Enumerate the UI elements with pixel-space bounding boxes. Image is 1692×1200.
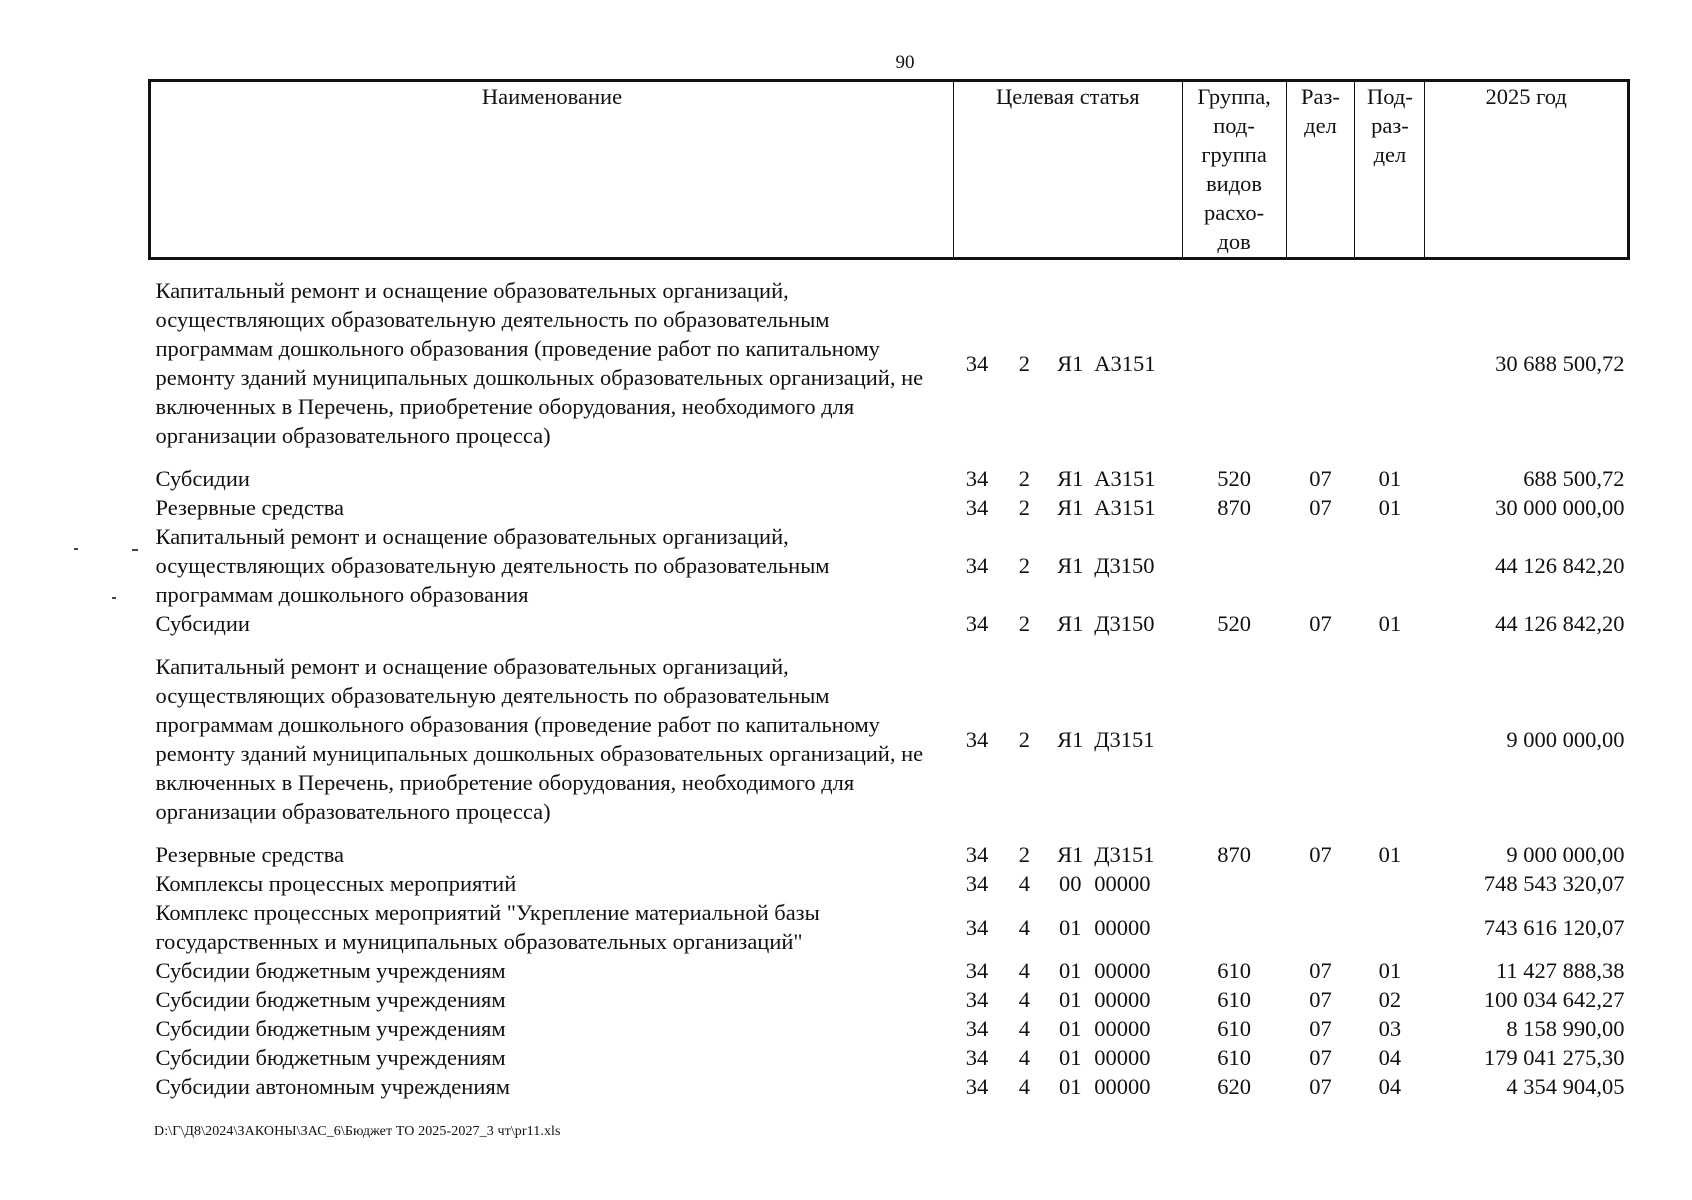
subsection: 01 <box>1378 958 1402 983</box>
expense-group: 520 <box>1217 611 1251 636</box>
expense-group: 620 <box>1217 1074 1251 1099</box>
table-row <box>150 985 1629 1014</box>
header-section: Раз- дел <box>1286 81 1355 259</box>
target-code-3: Я1 <box>1057 350 1084 376</box>
target-code-4: 00000 <box>1094 914 1151 940</box>
row-name: Комплекс процессных мероприятий "Укрепление материальной базы государственных и муниципальных образовательных организаций" <box>155 900 820 954</box>
amount-2025: 11 427 888,38 <box>1495 958 1625 983</box>
section <box>1286 869 1355 898</box>
target-code-4: А3151 <box>1094 350 1156 376</box>
target-code-2: 4 <box>1018 958 1030 983</box>
spacer-row <box>150 638 1629 652</box>
row-name: Резервные средства <box>155 495 345 520</box>
table-row <box>150 522 1629 609</box>
target-code-1: 34 <box>965 958 989 983</box>
target-code-3: Я1 <box>1057 842 1084 867</box>
row-name: Капитальный ремонт и оснащение образовательных организаций, осуществляющих образовательную деятельность по образовательным программам дошкольного образования <box>155 524 830 607</box>
table-row <box>150 1072 1629 1101</box>
subsection: 01 <box>1378 495 1402 520</box>
budget-table <box>148 79 1630 1101</box>
row-name: Субсидии <box>155 466 250 491</box>
amount-2025: 9 000 000,00 <box>1506 726 1625 752</box>
target-code-2: 2 <box>1018 350 1030 376</box>
target-code-2: 2 <box>1018 726 1030 752</box>
subsection: 03 <box>1378 1016 1402 1041</box>
row-name: Субсидии бюджетным учреждениям <box>155 958 506 983</box>
target-code-4: Д3151 <box>1094 842 1155 867</box>
target-code-1: 34 <box>965 495 989 520</box>
target-code-2: 2 <box>1018 553 1030 578</box>
target-code-4: Д3151 <box>1094 726 1155 752</box>
row-name: Субсидии бюджетным учреждениям <box>155 1045 506 1070</box>
amount-2025: 44 126 842,20 <box>1495 611 1625 636</box>
row-name: Комплексы процессных мероприятий <box>155 871 517 896</box>
expense-group: 610 <box>1217 1045 1251 1070</box>
scan-speck <box>132 549 138 551</box>
section: 07 <box>1309 1045 1332 1070</box>
expense-group <box>1182 652 1286 826</box>
amount-2025: 748 543 320,07 <box>1483 871 1625 896</box>
target-code-4: Д3150 <box>1094 553 1155 578</box>
section: 07 <box>1309 495 1332 520</box>
amount-2025: 100 034 642,27 <box>1483 987 1625 1012</box>
expense-group: 610 <box>1217 1016 1251 1041</box>
section: 07 <box>1309 842 1332 867</box>
target-code-3: 01 <box>1058 1016 1082 1041</box>
section <box>1286 898 1355 956</box>
header-year: 2025 год <box>1425 81 1629 259</box>
subsection: 01 <box>1378 842 1402 867</box>
section: 07 <box>1309 987 1332 1012</box>
section <box>1286 276 1355 450</box>
amount-2025: 9 000 000,00 <box>1506 842 1625 867</box>
target-code-4: 00000 <box>1094 1045 1151 1070</box>
table-row <box>150 1043 1629 1072</box>
header-name: Наименование <box>150 81 954 259</box>
target-code-1: 34 <box>965 987 989 1012</box>
target-code-2: 2 <box>1018 495 1030 520</box>
target-code-3: Я1 <box>1057 495 1084 520</box>
row-name: Резервные средства <box>155 842 345 867</box>
target-code-3: 01 <box>1058 1045 1082 1070</box>
target-code-4: Д3150 <box>1094 611 1155 636</box>
target-code-1: 34 <box>965 914 989 940</box>
spacer-row <box>150 259 1629 277</box>
table-row <box>150 840 1629 869</box>
target-code-1: 34 <box>965 466 989 491</box>
target-code-1: 34 <box>965 726 989 752</box>
target-code-2: 4 <box>1018 1045 1030 1070</box>
target-code-4: 00000 <box>1094 958 1151 983</box>
target-code-2: 2 <box>1018 466 1030 491</box>
header-target-article: Целевая статья <box>953 81 1182 259</box>
target-code-3: 00 <box>1058 871 1082 896</box>
row-name: Капитальный ремонт и оснащение образовательных организаций, осуществляющих образовательную деятельность по образовательным программам дошкольного образования (проведение работ по капитальному ремонту зданий муниципальных дошкольных образовательных организаций, не включенных в Перечень, приобретение оборудования, необходимого для организации образовательного процесса) <box>155 654 924 824</box>
target-code-1: 34 <box>965 553 989 578</box>
subsection: 01 <box>1378 611 1402 636</box>
target-code-3: 01 <box>1058 914 1082 940</box>
target-code-2: 4 <box>1018 871 1030 896</box>
expense-group <box>1182 522 1286 609</box>
table-row <box>150 464 1629 493</box>
amount-2025: 4 354 904,05 <box>1506 1074 1625 1099</box>
expense-group <box>1182 276 1286 450</box>
subsection <box>1355 869 1425 898</box>
target-code-3: 01 <box>1058 987 1082 1012</box>
subsection <box>1355 276 1425 450</box>
target-code-4: А3151 <box>1094 495 1156 520</box>
table-body <box>150 259 1629 1102</box>
scan-speck <box>112 597 116 599</box>
target-code-1: 34 <box>965 871 989 896</box>
expense-group <box>1182 869 1286 898</box>
expense-group <box>1182 898 1286 956</box>
expense-group: 870 <box>1217 495 1251 520</box>
target-code-1: 34 <box>965 350 989 376</box>
table-row <box>150 1014 1629 1043</box>
amount-2025: 8 158 990,00 <box>1506 1016 1625 1041</box>
subsection <box>1355 522 1425 609</box>
target-code-3: Я1 <box>1057 553 1084 578</box>
table-row <box>150 898 1629 956</box>
expense-group: 870 <box>1217 842 1251 867</box>
table-row <box>150 652 1629 826</box>
spacer-row <box>150 450 1629 464</box>
subsection: 02 <box>1378 987 1402 1012</box>
header-subsection: Под- раз- дел <box>1355 81 1425 259</box>
target-code-4: А3151 <box>1094 466 1156 491</box>
scan-speck <box>74 548 78 550</box>
target-code-3: Я1 <box>1057 726 1084 752</box>
target-code-1: 34 <box>965 1074 989 1099</box>
subsection: 01 <box>1378 466 1402 491</box>
table-row <box>150 956 1629 985</box>
spacer-row <box>150 826 1629 840</box>
expense-group: 520 <box>1217 466 1251 491</box>
amount-2025: 688 500,72 <box>1523 466 1625 491</box>
amount-2025: 179 041 275,30 <box>1483 1045 1625 1070</box>
target-code-1: 34 <box>965 611 989 636</box>
table-row <box>150 276 1629 450</box>
target-code-1: 34 <box>965 842 989 867</box>
target-code-2: 2 <box>1018 842 1030 867</box>
expense-group: 610 <box>1217 987 1251 1012</box>
table-row <box>150 869 1629 898</box>
table-row <box>150 609 1629 638</box>
target-code-2: 4 <box>1018 914 1030 940</box>
table-header <box>150 81 1629 259</box>
row-name: Субсидии <box>155 611 250 636</box>
section: 07 <box>1309 611 1332 636</box>
section: 07 <box>1309 466 1332 491</box>
section <box>1286 652 1355 826</box>
header-expense-group: Группа, под- группа видов расхо- дов <box>1182 81 1286 259</box>
footer-file-path: D:\Г\Д8\2024\ЗАКОНЫ\ЗАС_6\Бюджет ТО 2025-2027_3 чт\pr11.xls <box>154 1124 561 1139</box>
amount-2025: 30 000 000,00 <box>1495 495 1625 520</box>
row-name: Субсидии автономным учреждениям <box>155 1074 510 1099</box>
section <box>1286 522 1355 609</box>
target-code-4: 00000 <box>1094 1016 1151 1041</box>
subsection: 04 <box>1378 1074 1402 1099</box>
amount-2025: 743 616 120,07 <box>1483 914 1625 940</box>
target-code-3: Я1 <box>1057 466 1084 491</box>
row-name: Субсидии бюджетным учреждениям <box>155 1016 506 1041</box>
amount-2025: 44 126 842,20 <box>1495 553 1625 578</box>
subsection <box>1355 652 1425 826</box>
table-row <box>150 493 1629 522</box>
target-code-4: 00000 <box>1094 1074 1151 1099</box>
subsection: 04 <box>1378 1045 1402 1070</box>
row-name: Капитальный ремонт и оснащение образовательных организаций, осуществляющих образовательную деятельность по образовательным программам дошкольного образования (проведение работ по капитальному ремонту зданий муниципальных дошкольных образовательных организаций, не включенных в Перечень, приобретение оборудования, необходимого для организации образовательного процесса) <box>155 278 924 448</box>
target-code-2: 2 <box>1018 611 1030 636</box>
section: 07 <box>1309 1074 1332 1099</box>
expense-group: 610 <box>1217 958 1251 983</box>
amount-2025: 30 688 500,72 <box>1495 350 1625 376</box>
target-code-4: 00000 <box>1094 871 1151 896</box>
target-code-3: Я1 <box>1057 611 1084 636</box>
target-code-2: 4 <box>1018 1074 1030 1099</box>
section: 07 <box>1309 958 1332 983</box>
subsection <box>1355 898 1425 956</box>
target-code-2: 4 <box>1018 1016 1030 1041</box>
target-code-1: 34 <box>965 1016 989 1041</box>
page-number: 90 <box>895 52 915 73</box>
target-code-3: 01 <box>1058 958 1082 983</box>
target-code-1: 34 <box>965 1045 989 1070</box>
target-code-3: 01 <box>1058 1074 1082 1099</box>
row-name: Субсидии бюджетным учреждениям <box>155 987 506 1012</box>
section: 07 <box>1309 1016 1332 1041</box>
target-code-2: 4 <box>1018 987 1030 1012</box>
target-code-4: 00000 <box>1094 987 1151 1012</box>
